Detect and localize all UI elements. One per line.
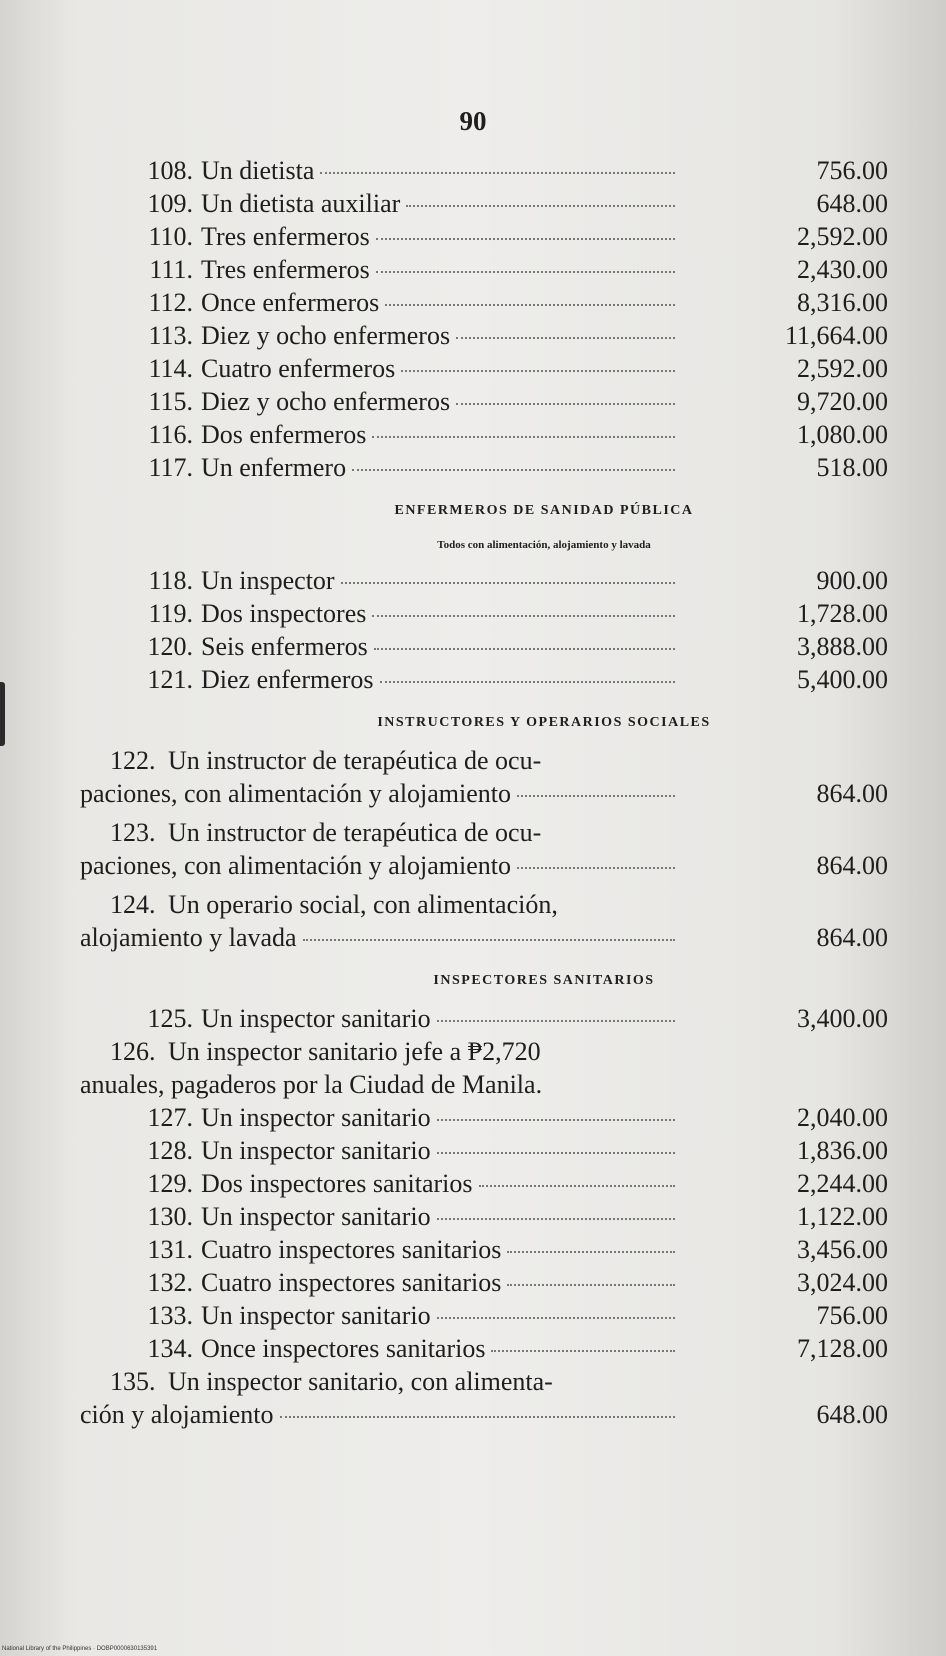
item-amount: 8,316.00	[797, 288, 888, 317]
item-label: Dos enfermeros	[201, 420, 367, 449]
item-amount: 518.00	[816, 453, 888, 482]
list-item	[80, 189, 888, 222]
dot-leader	[385, 304, 675, 306]
item-label: Un inspector sanitario	[201, 1202, 431, 1231]
item-number: 112.	[148, 288, 193, 317]
dot-leader	[507, 1251, 675, 1253]
item-amount: 3,400.00	[797, 1004, 888, 1033]
item-label: Un inspector sanitario	[201, 1136, 431, 1165]
item-label-line2: alojamiento y lavada	[80, 923, 297, 952]
list-item	[80, 1367, 888, 1433]
item-label-line1: Un instructor de terapéutica de ocu-	[168, 818, 542, 847]
list-item	[80, 632, 888, 665]
list-item	[80, 1136, 888, 1169]
item-label: Tres enfermeros	[201, 255, 370, 284]
item-label-line2: paciones, con alimentación y alojamiento	[80, 851, 512, 880]
item-number: 108.	[147, 156, 193, 185]
item-amount: 864.00	[816, 923, 888, 952]
dot-leader	[517, 867, 675, 869]
dot-leader	[303, 939, 675, 941]
item-label: Un inspector sanitario	[201, 1103, 431, 1132]
item-amount: 3,024.00	[797, 1268, 888, 1297]
item-number: 111.	[149, 255, 193, 284]
item-label: Diez y ocho enfermeros	[201, 387, 451, 416]
budget-list	[80, 156, 888, 1433]
item-label: Seis enfermeros	[201, 632, 368, 661]
item-amount: 1,080.00	[797, 420, 888, 449]
item-number: 117.	[148, 453, 193, 482]
item-number: 120.	[147, 632, 193, 661]
item-amount: 3,456.00	[797, 1235, 888, 1264]
item-label: Diez y ocho enfermeros	[201, 321, 451, 350]
item-amount: 648.00	[816, 1400, 888, 1429]
list-item	[80, 1235, 888, 1268]
item-number: 119.	[148, 599, 193, 628]
dot-leader	[437, 1152, 675, 1154]
item-amount: 864.00	[816, 779, 888, 808]
list-item	[80, 156, 888, 189]
item-amount: 11,664.00	[784, 321, 888, 350]
section-subheading: Todos con alimentación, alojamiento y lavada	[437, 539, 651, 551]
item-label: Cuatro inspectores sanitarios	[201, 1268, 502, 1297]
dot-leader	[437, 1317, 675, 1319]
item-amount: 9,720.00	[797, 387, 888, 416]
dot-leader	[320, 172, 675, 174]
item-label: Once enfermeros	[201, 288, 380, 317]
item-amount: 1,836.00	[797, 1136, 888, 1165]
item-amount: 1,122.00	[797, 1202, 888, 1231]
dot-leader	[479, 1185, 675, 1187]
list-item	[80, 321, 888, 354]
list-item	[80, 1169, 888, 1202]
item-amount: 756.00	[816, 1301, 888, 1330]
list-item	[80, 420, 888, 453]
item-label: Un enfermero	[201, 453, 347, 482]
item-amount: 3,888.00	[797, 632, 888, 661]
item-label-line1: Un operario social, con alimentación,	[168, 890, 558, 919]
dot-leader	[374, 648, 675, 650]
item-number: 132.	[147, 1268, 193, 1297]
item-label: Un inspector sanitario	[201, 1004, 431, 1033]
list-item	[80, 1268, 888, 1301]
item-number: 109.	[147, 189, 193, 218]
item-label: Once inspectores sanitarios	[201, 1334, 486, 1363]
item-number: 115.	[148, 387, 193, 416]
item-label: Dos inspectores sanitarios	[201, 1169, 473, 1198]
item-number: 133.	[147, 1301, 193, 1330]
section-heading: ENFERMEROS DE SANIDAD PÚBLICA	[394, 503, 694, 518]
list-item	[80, 255, 888, 288]
item-number: 123.	[110, 818, 156, 847]
dot-leader	[376, 271, 675, 273]
dot-leader	[456, 403, 675, 405]
item-number: 113.	[148, 321, 193, 350]
list-item	[80, 354, 888, 387]
item-label: Cuatro enfermeros	[201, 354, 396, 383]
dot-leader	[507, 1284, 675, 1286]
item-label-line2: anuales, pagaderos por la Ciudad de Manila.	[80, 1070, 543, 1099]
section-heading: INSTRUCTORES Y OPERARIOS SOCIALES	[377, 715, 711, 730]
dot-leader	[372, 436, 675, 438]
item-label: Un dietista auxiliar	[201, 189, 401, 218]
section-public-health-nurses	[80, 566, 888, 698]
list-item	[80, 1103, 888, 1136]
dot-leader	[456, 337, 675, 339]
item-number: 128.	[147, 1136, 193, 1165]
list-item	[80, 1301, 888, 1334]
item-amount: 2,040.00	[797, 1103, 888, 1132]
item-label: Cuatro inspectores sanitarios	[201, 1235, 502, 1264]
item-amount: 900.00	[816, 566, 888, 595]
list-item	[80, 665, 888, 698]
section-heading: INSPECTORES SANITARIOS	[433, 973, 655, 988]
list-item	[80, 288, 888, 321]
page-number: 90	[459, 106, 487, 136]
list-item	[80, 746, 888, 812]
item-amount: 2,244.00	[797, 1169, 888, 1198]
item-amount: 756.00	[816, 156, 888, 185]
list-item	[80, 890, 888, 956]
list-item	[80, 453, 888, 486]
list-item	[80, 387, 888, 420]
section-nurses	[80, 156, 888, 486]
item-amount: 864.00	[816, 851, 888, 880]
item-label: Un inspector	[201, 566, 335, 595]
section-sanitary-inspectors	[80, 1004, 888, 1433]
item-number: 125.	[147, 1004, 193, 1033]
list-item	[80, 1037, 888, 1103]
dot-leader	[491, 1350, 675, 1352]
dot-leader	[437, 1020, 675, 1022]
dot-leader	[352, 469, 675, 471]
item-amount: 2,592.00	[797, 354, 888, 383]
item-number: 118.	[148, 566, 193, 595]
item-amount: 648.00	[816, 189, 888, 218]
list-item	[80, 1202, 888, 1235]
dot-leader	[280, 1416, 675, 1418]
item-label: Dos inspectores	[201, 599, 367, 628]
dot-leader	[380, 681, 675, 683]
list-item	[80, 222, 888, 255]
item-number: 124.	[110, 890, 156, 919]
dot-leader	[341, 582, 675, 584]
section-instructors	[80, 746, 888, 956]
item-number: 131.	[147, 1235, 193, 1264]
item-label: Diez enfermeros	[201, 665, 374, 694]
item-number: 121.	[147, 665, 193, 694]
binding-edge-mark	[0, 682, 5, 746]
item-number: 130.	[147, 1202, 193, 1231]
list-item	[80, 1334, 888, 1367]
list-item	[80, 1004, 888, 1037]
item-label: Un dietista	[201, 156, 315, 185]
item-label-line1: Un inspector sanitario jefe a ₱2,720	[168, 1037, 541, 1066]
item-amount: 2,592.00	[797, 222, 888, 251]
dot-leader	[376, 238, 675, 240]
item-label-line1: Un instructor de terapéutica de ocu-	[168, 746, 542, 775]
item-number: 110.	[148, 222, 193, 251]
item-amount: 7,128.00	[797, 1334, 888, 1363]
item-number: 134.	[147, 1334, 193, 1363]
dot-leader	[372, 615, 675, 617]
item-label: Un inspector sanitario	[201, 1301, 431, 1330]
item-number: 126.	[110, 1037, 156, 1066]
item-number: 114.	[148, 354, 193, 383]
list-item	[80, 566, 888, 599]
item-number: 135.	[110, 1367, 156, 1396]
item-amount: 2,430.00	[797, 255, 888, 284]
dot-leader	[401, 370, 675, 372]
item-number: 122.	[110, 746, 156, 775]
dot-leader	[437, 1119, 675, 1121]
list-item	[80, 599, 888, 632]
item-label-line1: Un inspector sanitario, con alimenta-	[168, 1367, 553, 1396]
dot-leader	[517, 795, 675, 797]
item-number: 127.	[147, 1103, 193, 1132]
item-label: Tres enfermeros	[201, 222, 370, 251]
item-amount: 5,400.00	[797, 665, 888, 694]
item-number: 129.	[147, 1169, 193, 1198]
item-amount: 1,728.00	[797, 599, 888, 628]
scan-footer: National Library of the Philippines · DOBP0000630135391	[2, 1646, 158, 1652]
item-label-line2: paciones, con alimentación y alojamiento	[80, 779, 512, 808]
item-number: 116.	[148, 420, 193, 449]
dot-leader	[437, 1218, 675, 1220]
dot-leader	[406, 205, 675, 207]
list-item	[80, 818, 888, 884]
item-label-line2: ción y alojamiento	[80, 1400, 274, 1429]
